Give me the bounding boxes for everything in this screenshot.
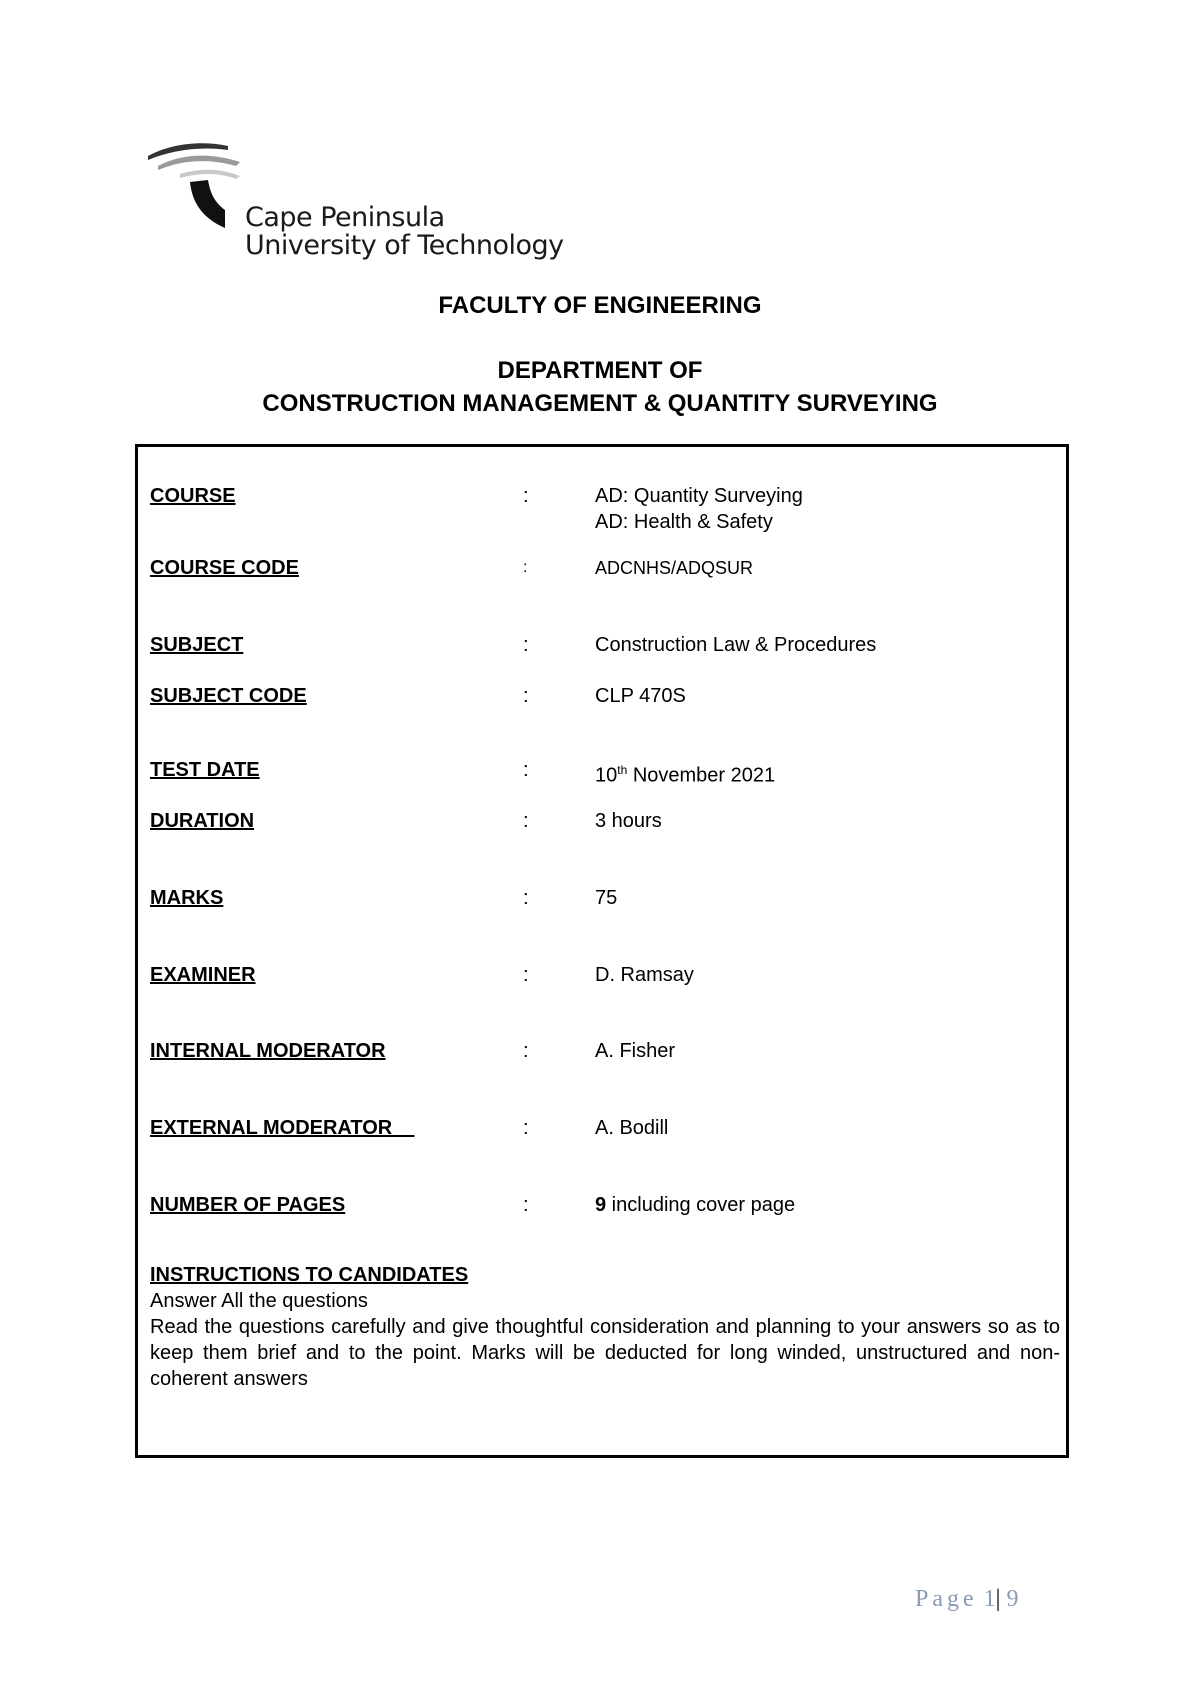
logo-wordmark [245,204,564,260]
test-date-colon: : [523,759,529,781]
examiner-value: D. Ramsay [595,964,694,986]
number-of-pages-rest: including cover page [606,1194,796,1216]
internal-moderator-colon: : [523,1040,529,1062]
external-moderator-value: A. Bodill [595,1117,669,1139]
instructions-section [150,1262,1060,1392]
number-of-pages-count: 9 [595,1194,607,1216]
course-label: COURSE [150,485,236,507]
number-of-pages-value [595,1192,795,1218]
marks-value: 75 [595,887,618,909]
test-date-day: 10 [595,764,618,787]
instructions-title: INSTRUCTIONS TO CANDIDATES [150,1264,469,1286]
duration-value: 3 hours [595,810,662,832]
university-logo [140,140,564,275]
faculty-heading: FACULTY OF ENGINEERING [438,292,762,319]
page-footer [915,1586,1018,1613]
logo-line-2: University of Technology [245,230,564,261]
test-date-rest: November 2021 [627,764,776,787]
course-code-colon: : [523,559,528,576]
number-of-pages-colon: : [523,1194,529,1216]
footer-total-pages: 9 [1006,1586,1019,1612]
duration-label: DURATION [150,810,255,832]
duration-colon: : [523,810,529,832]
subject-code-label: SUBJECT CODE [150,685,307,707]
instructions-body: Read the questions carefully and give thoughtful consideration and planning to your answers so as to keep them brief and to the point. Marks will be deducted for long winded, unstructured and non-coherent answers [150,1316,1060,1390]
marks-label: MARKS [150,887,224,909]
subject-code-colon: : [523,685,529,707]
internal-moderator-label: INTERNAL MODERATOR [150,1040,386,1062]
instructions-line-1: Answer All the questions [150,1290,368,1312]
department-name-heading: CONSTRUCTION MANAGEMENT & QUANTITY SURVEYING [262,390,938,417]
internal-moderator-value: A. Fisher [595,1040,676,1062]
course-value-1: AD: Quantity Surveying [595,485,803,507]
test-date-label: TEST DATE [150,759,260,781]
course-colon: : [523,485,529,507]
external-moderator-colon: : [523,1117,529,1139]
course-value [595,483,803,535]
examiner-label: EXAMINER [150,964,256,986]
test-date-suffix: th [617,763,628,777]
course-code-value: ADCNHS/ADQSUR [595,558,754,578]
subject-value: Construction Law & Procedures [595,634,877,656]
subject-label: SUBJECT [150,634,244,656]
logo-line-1: Cape Peninsula [245,202,445,233]
external-moderator-label: EXTERNAL MODERATOR [150,1117,415,1139]
footer-page-word: Page [915,1586,978,1612]
subject-colon: : [523,634,529,656]
number-of-pages-label: NUMBER OF PAGES [150,1194,346,1216]
department-heading: DEPARTMENT OF [497,357,703,384]
course-value-2: AD: Health & Safety [595,511,773,533]
university-emblem [140,140,260,240]
marks-colon: : [523,887,529,909]
examiner-colon: : [523,964,529,986]
test-date-value [595,757,775,789]
course-code-label: COURSE CODE [150,557,299,579]
subject-code-value: CLP 470S [595,685,686,707]
footer-page-number: 1 [983,1586,996,1612]
footer-separator: | [995,1586,1001,1612]
exam-details-box [135,444,1069,1458]
